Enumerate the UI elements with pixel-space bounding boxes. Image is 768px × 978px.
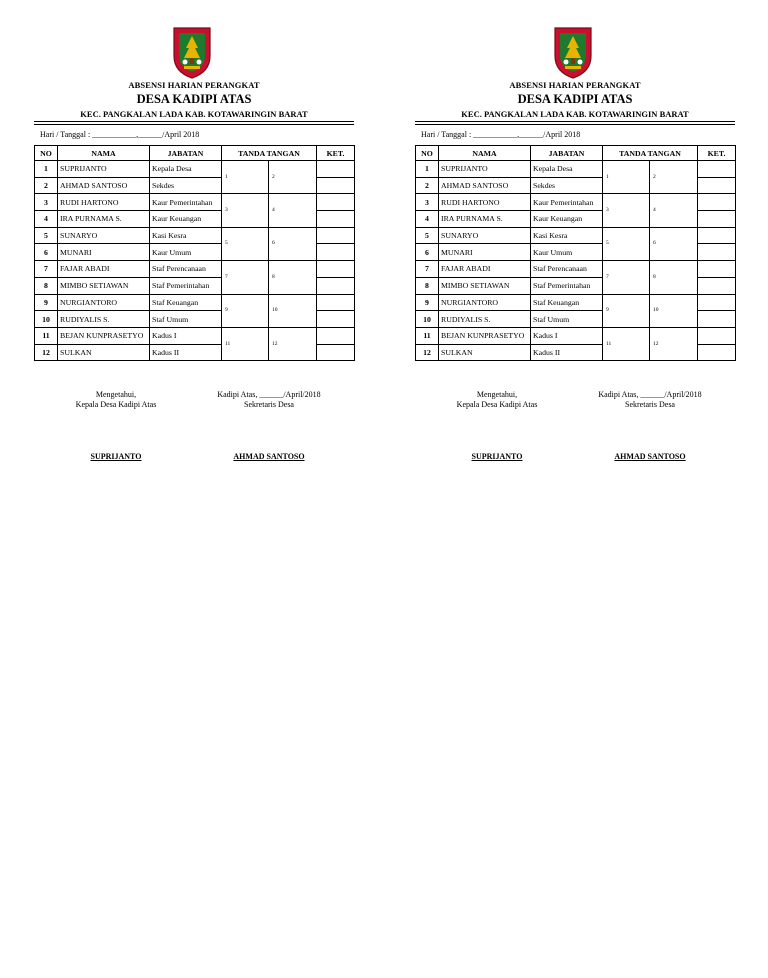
signer-kepala-desa: SUPRIJANTO — [471, 452, 523, 461]
col-ket: KET. — [698, 146, 736, 161]
row-no: 4 — [416, 211, 439, 228]
row-ket[interactable] — [317, 177, 355, 194]
row-no: 10 — [416, 311, 439, 328]
row-no: 1 — [35, 161, 58, 178]
row-nama: SUNARYO — [439, 227, 531, 244]
attendance-table — [415, 145, 736, 361]
row-ket[interactable] — [698, 227, 736, 244]
signature-cell[interactable]: 3 — [222, 194, 269, 227]
row-nama: RUDIYALIS S. — [58, 311, 150, 328]
col-jabatan: JABATAN — [150, 146, 222, 161]
footer-left-line1: Mengetahui, — [95, 390, 137, 399]
signature-cell[interactable]: 1 — [603, 161, 650, 194]
signature-cell[interactable]: 10 — [269, 294, 317, 327]
row-nama: FAJAR ABADI — [439, 261, 531, 278]
table-row — [416, 261, 736, 278]
footer-right-line2: Sekretaris Desa — [625, 400, 675, 409]
row-jabatan: Staf Keuangan — [150, 294, 222, 311]
row-nama: BEJAN KUNPRASETYO — [58, 327, 150, 344]
row-no: 6 — [416, 244, 439, 261]
row-no: 9 — [416, 294, 439, 311]
row-nama: SULKAN — [439, 344, 531, 361]
row-ket[interactable] — [698, 161, 736, 178]
row-jabatan: Kaur Umum — [531, 244, 603, 261]
row-ket[interactable] — [317, 161, 355, 178]
row-nama: MUNARI — [439, 244, 531, 261]
row-ket[interactable] — [317, 211, 355, 228]
row-no: 8 — [35, 277, 58, 294]
table-row — [416, 161, 736, 178]
signature-cell[interactable]: 4 — [650, 194, 698, 227]
signature-cell[interactable]: 8 — [269, 261, 317, 294]
header-rule-thin — [415, 124, 735, 125]
signature-cell[interactable]: 5 — [603, 227, 650, 260]
row-ket[interactable] — [698, 294, 736, 311]
row-nama: IRA PURNAMA S. — [58, 211, 150, 228]
table-row — [35, 261, 355, 278]
row-nama: NURGIANTORO — [439, 294, 531, 311]
row-jabatan: Staf Pemerintahan — [531, 277, 603, 294]
table-header-row — [35, 146, 355, 161]
row-jabatan: Staf Umum — [531, 311, 603, 328]
signature-cell[interactable]: 12 — [269, 327, 317, 360]
table-row — [416, 227, 736, 244]
row-no: 3 — [416, 194, 439, 211]
col-nama: NAMA — [439, 146, 531, 161]
signature-cell[interactable]: 10 — [650, 294, 698, 327]
row-no: 8 — [416, 277, 439, 294]
row-nama: SULKAN — [58, 344, 150, 361]
footer-acknowledgement — [56, 390, 176, 410]
row-no: 9 — [35, 294, 58, 311]
row-nama: RUDIYALIS S. — [439, 311, 531, 328]
table-row — [416, 194, 736, 211]
row-nama: RUDI HARTONO — [58, 194, 150, 211]
row-jabatan: Sekdes — [150, 177, 222, 194]
footer-acknowledgement — [437, 390, 557, 410]
row-ket[interactable] — [698, 244, 736, 261]
row-ket[interactable] — [317, 261, 355, 278]
row-ket[interactable] — [317, 277, 355, 294]
signature-cell[interactable]: 2 — [650, 161, 698, 194]
signature-cell[interactable]: 9 — [222, 294, 269, 327]
row-no: 2 — [35, 177, 58, 194]
signature-cell[interactable]: 6 — [650, 227, 698, 260]
row-jabatan: Kepala Desa — [531, 161, 603, 178]
signature-cell[interactable]: 3 — [603, 194, 650, 227]
row-jabatan: Kasi Kesra — [150, 227, 222, 244]
row-no: 10 — [35, 311, 58, 328]
row-ket[interactable] — [317, 344, 355, 361]
table-row — [416, 327, 736, 344]
row-nama: IRA PURNAMA S. — [439, 211, 531, 228]
signature-cell[interactable]: 4 — [269, 194, 317, 227]
signature-cell[interactable]: 8 — [650, 261, 698, 294]
footer-right-line1: Kadipi Atas, ______/April/2018 — [598, 390, 702, 399]
row-nama: SUPRIJANTO — [439, 161, 531, 178]
col-no: NO — [35, 146, 58, 161]
col-jabatan: JABATAN — [531, 146, 603, 161]
row-nama: NURGIANTORO — [58, 294, 150, 311]
row-jabatan: Kaur Umum — [150, 244, 222, 261]
table-row — [35, 327, 355, 344]
row-no: 11 — [416, 327, 439, 344]
row-ket[interactable] — [317, 194, 355, 211]
row-ket[interactable] — [317, 244, 355, 261]
regency-emblem-logo — [551, 26, 595, 80]
row-ket[interactable] — [317, 311, 355, 328]
district-subtitle: KEC. PANGKALAN LADA KAB. KOTAWARINGIN BARAT — [461, 109, 689, 119]
col-tanda-tangan: TANDA TANGAN — [603, 146, 698, 161]
row-ket[interactable] — [698, 194, 736, 211]
row-no: 3 — [35, 194, 58, 211]
footer-place-date — [209, 390, 329, 410]
regency-emblem-logo — [170, 26, 214, 80]
form-title: ABSENSI HARIAN PERANGKAT — [509, 80, 641, 90]
row-jabatan: Kadus II — [150, 344, 222, 361]
signer-sekretaris-desa: AHMAD SANTOSO — [614, 452, 686, 461]
signature-cell[interactable]: 11 — [603, 327, 650, 360]
row-no: 7 — [416, 261, 439, 278]
village-title: DESA KADIPI ATAS — [136, 92, 252, 106]
row-jabatan: Sekdes — [531, 177, 603, 194]
date-line: Hari / Tanggal : ___________,______/April 2018 — [421, 130, 581, 139]
row-nama: MUNARI — [58, 244, 150, 261]
table-row — [35, 194, 355, 211]
row-no: 6 — [35, 244, 58, 261]
signature-cell[interactable]: 5 — [222, 227, 269, 260]
signer-sekretaris-desa: AHMAD SANTOSO — [233, 452, 305, 461]
signature-cell[interactable]: 9 — [603, 294, 650, 327]
row-jabatan: Staf Pemerintahan — [150, 277, 222, 294]
row-ket[interactable] — [698, 177, 736, 194]
row-no: 11 — [35, 327, 58, 344]
footer-right-line2: Sekretaris Desa — [244, 400, 294, 409]
row-ket[interactable] — [317, 294, 355, 311]
table-row — [35, 161, 355, 178]
col-nama: NAMA — [58, 146, 150, 161]
header-rule-thin — [34, 124, 354, 125]
signer-kepala-desa: SUPRIJANTO — [90, 452, 142, 461]
footer-left-line2: Kepala Desa Kadipi Atas — [456, 400, 538, 409]
row-ket[interactable] — [698, 277, 736, 294]
row-nama: FAJAR ABADI — [58, 261, 150, 278]
signature-cell[interactable]: 7 — [603, 261, 650, 294]
table-row — [35, 227, 355, 244]
row-ket[interactable] — [317, 327, 355, 344]
row-jabatan: Kaur Keuangan — [150, 211, 222, 228]
row-no: 12 — [416, 344, 439, 361]
signature-cell[interactable]: 2 — [269, 161, 317, 194]
footer-right-line1: Kadipi Atas, ______/April/2018 — [217, 390, 321, 399]
village-title: DESA KADIPI ATAS — [517, 92, 633, 106]
row-nama: AHMAD SANTOSO — [439, 177, 531, 194]
signature-cell[interactable]: 11 — [222, 327, 269, 360]
row-nama: SUNARYO — [58, 227, 150, 244]
row-no: 7 — [35, 261, 58, 278]
row-ket[interactable] — [698, 327, 736, 344]
footer-left-line1: Mengetahui, — [476, 390, 518, 399]
row-nama: AHMAD SANTOSO — [58, 177, 150, 194]
row-nama: RUDI HARTONO — [439, 194, 531, 211]
row-jabatan: Staf Perencanaan — [150, 261, 222, 278]
row-jabatan: Kaur Pemerintahan — [150, 194, 222, 211]
row-jabatan: Staf Umum — [150, 311, 222, 328]
row-jabatan: Kadus II — [531, 344, 603, 361]
row-ket[interactable] — [317, 227, 355, 244]
header-rule-thick — [415, 121, 735, 122]
row-no: 12 — [35, 344, 58, 361]
col-no: NO — [416, 146, 439, 161]
row-no: 2 — [416, 177, 439, 194]
row-jabatan: Staf Perencanaan — [531, 261, 603, 278]
row-nama: MIMBO SETIAWAN — [439, 277, 531, 294]
date-line: Hari / Tanggal : ___________,______/April 2018 — [40, 130, 200, 139]
col-tanda-tangan: TANDA TANGAN — [222, 146, 317, 161]
form-title: ABSENSI HARIAN PERANGKAT — [128, 80, 260, 90]
row-no: 5 — [35, 227, 58, 244]
signature-cell[interactable]: 6 — [269, 227, 317, 260]
footer-left-line2: Kepala Desa Kadipi Atas — [75, 400, 157, 409]
row-jabatan: Kasi Kesra — [531, 227, 603, 244]
row-nama: BEJAN KUNPRASETYO — [439, 327, 531, 344]
signature-cell[interactable]: 12 — [650, 327, 698, 360]
table-row — [416, 294, 736, 311]
row-ket[interactable] — [698, 211, 736, 228]
row-no: 5 — [416, 227, 439, 244]
header-rule-thick — [34, 121, 354, 122]
row-nama: MIMBO SETIAWAN — [58, 277, 150, 294]
row-jabatan: Kaur Pemerintahan — [531, 194, 603, 211]
table-row — [35, 294, 355, 311]
row-ket[interactable] — [698, 344, 736, 361]
row-jabatan: Staf Keuangan — [531, 294, 603, 311]
row-ket[interactable] — [698, 261, 736, 278]
row-no: 4 — [35, 211, 58, 228]
table-header-row — [416, 146, 736, 161]
district-subtitle: KEC. PANGKALAN LADA KAB. KOTAWARINGIN BARAT — [80, 109, 308, 119]
row-jabatan: Kaur Keuangan — [531, 211, 603, 228]
row-jabatan: Kepala Desa — [150, 161, 222, 178]
row-ket[interactable] — [698, 311, 736, 328]
signature-cell[interactable]: 1 — [222, 161, 269, 194]
row-jabatan: Kadus I — [531, 327, 603, 344]
row-nama: SUPRIJANTO — [58, 161, 150, 178]
col-ket: KET. — [317, 146, 355, 161]
signature-cell[interactable]: 7 — [222, 261, 269, 294]
attendance-table — [34, 145, 355, 361]
footer-place-date — [590, 390, 710, 410]
row-jabatan: Kadus I — [150, 327, 222, 344]
row-no: 1 — [416, 161, 439, 178]
